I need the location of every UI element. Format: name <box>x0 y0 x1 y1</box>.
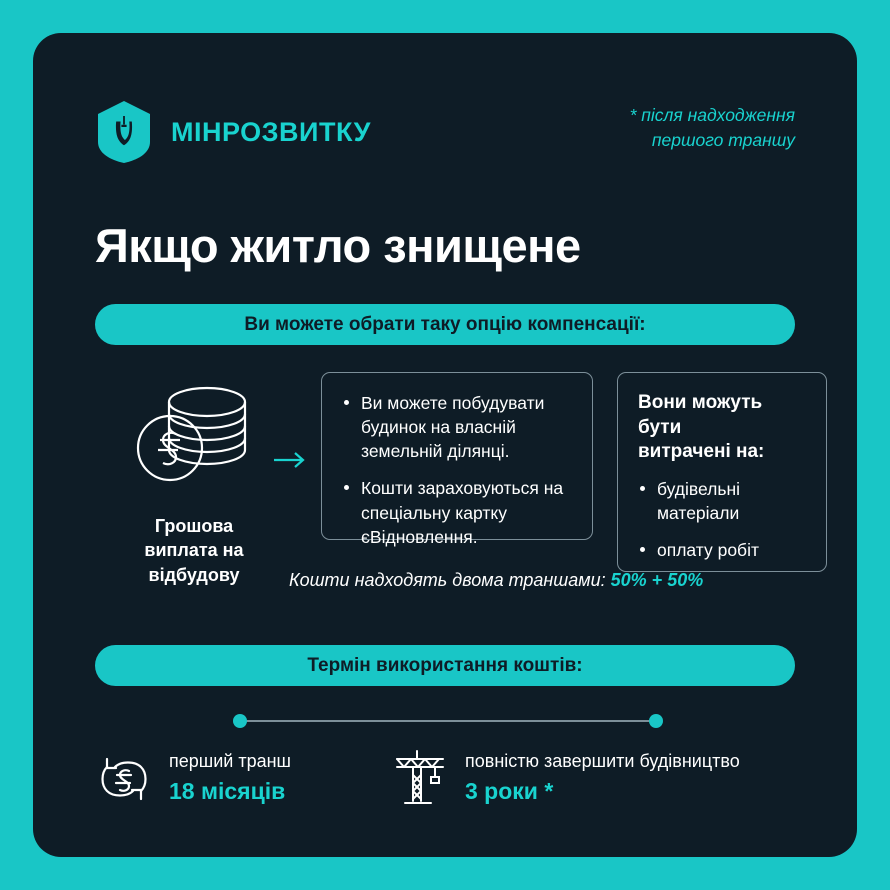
timeline-line <box>241 720 655 722</box>
page-title: Якщо житло знищене <box>95 219 581 272</box>
box-spending-options <box>617 372 827 572</box>
tranche-note <box>289 570 703 591</box>
money-caption-line-3: відбудову <box>148 564 240 585</box>
header-footnote <box>630 103 795 154</box>
banner-usage-term: Термін використання коштів: <box>95 645 795 686</box>
tranche-note-text: Кошти надходять двома траншами: <box>289 570 606 590</box>
hryvnia-refresh-cycle-icon <box>95 745 153 811</box>
bottom-item-first-tranche <box>95 745 291 811</box>
construction-crane-icon <box>391 745 449 811</box>
tranche-second-percent: 50% <box>667 570 704 590</box>
timeline-end-dot <box>649 714 663 728</box>
money-caption <box>99 514 289 587</box>
box-b-title-line-2: витрачені на: <box>638 441 765 463</box>
box-a-list <box>342 391 572 549</box>
header <box>95 91 795 181</box>
box-build-conditions <box>321 372 593 547</box>
bottom-item-1-label: перший транш <box>169 751 291 772</box>
box-b-list <box>638 477 806 562</box>
infographic-card <box>33 33 857 857</box>
bottom-item-2-value: 3 роки * <box>465 777 554 804</box>
banner-option-compensation: Ви можете обрати таку опцію компенсації: <box>95 304 795 345</box>
bottom-item-1-text <box>169 749 291 806</box>
list-item: Кошти зараховуються на спеціальну картку єВідновлення. <box>342 476 572 548</box>
brand-block <box>95 99 371 165</box>
timeline <box>233 714 663 728</box>
tranche-first-percent: 50% <box>610 570 647 590</box>
ukraine-trident-shield-icon <box>95 99 153 165</box>
coins-stack-hryvnia-icon <box>124 378 264 498</box>
money-caption-line-2: виплата на <box>144 540 244 561</box>
brand-name: МІНРОЗВИТКУ <box>171 116 371 147</box>
box-b-title <box>638 391 806 465</box>
bottom-item-2-label: повністю завершити будівництво <box>465 751 740 772</box>
arrow-right-icon <box>273 447 307 473</box>
money-payout-block <box>99 378 289 587</box>
list-item: Ви можете побудувати будинок на власній земельній ділянці. <box>342 391 572 463</box>
bottom-item-2-text <box>465 749 740 806</box>
footnote-line-1: * після надходження <box>629 105 795 125</box>
bottom-item-1-value: 18 місяців <box>169 777 286 804</box>
footnote-line-2: першого траншу <box>651 130 795 151</box>
bottom-item-completion <box>391 745 740 811</box>
box-b-title-line-1: Вони можуть бути <box>638 392 763 438</box>
tranche-plus-sign: + <box>651 570 663 590</box>
money-caption-line-1: Грошова <box>154 516 234 536</box>
list-item: оплату робіт <box>638 538 806 562</box>
timeline-start-dot <box>233 714 247 728</box>
list-item: будівельні матеріали <box>638 477 806 525</box>
